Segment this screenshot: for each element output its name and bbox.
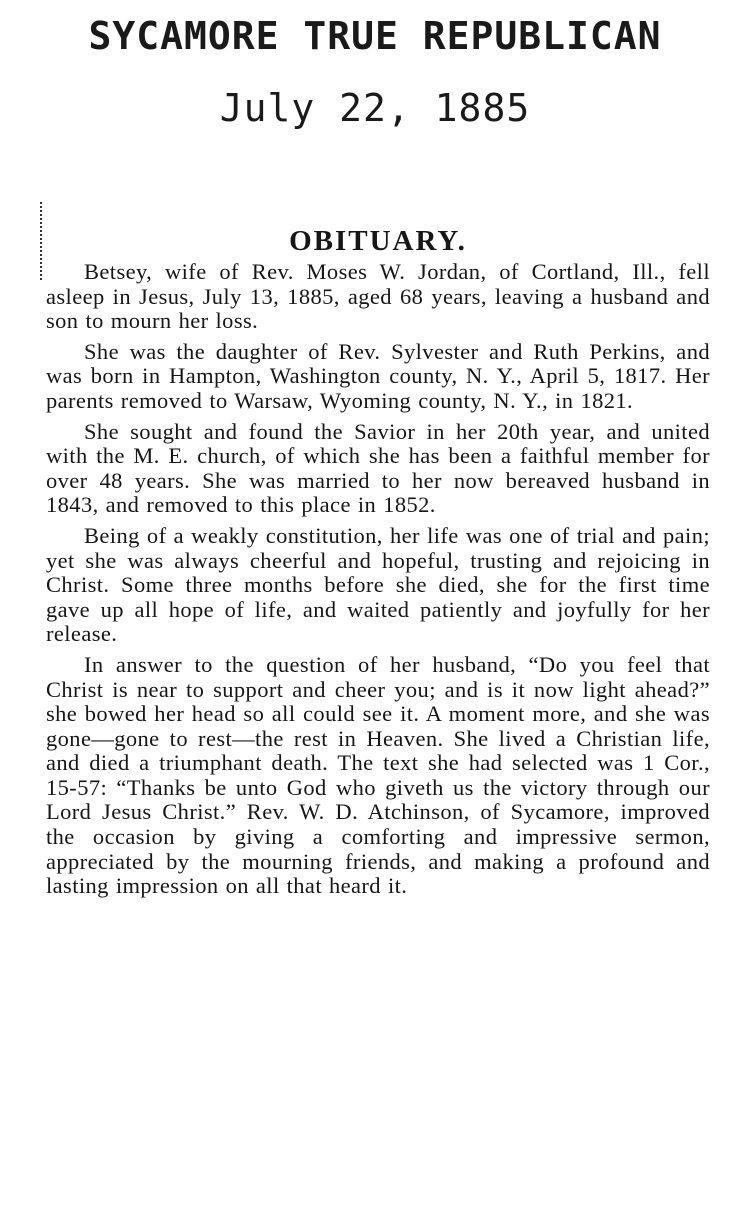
article-paragraph: Being of a weakly constitution, her life was one of trial and pain; yet she was always cheerful and hopeful, trusting and rejoicing in Christ. Some three months before she died, she for the first time gave up all hope of life, and waited patiently and joyfully for her release. [46, 522, 710, 647]
article-paragraph: Betsey, wife of Rev. Moses W. Jordan, of Cortland, Ill., fell asleep in Jesus, July 13, 1885, aged 68 years, leaving a husband and son to mourn her loss. [46, 259, 710, 334]
publication-date: July 22, 1885 [219, 86, 531, 130]
margin-mark [40, 202, 42, 280]
article-paragraph: In answer to the question of her husband, “Do you feel that Christ is near to support and cheer you; and is it now light ahead?” she bowed her head so all could see it. A moment more, and she was gone—gone to rest—the rest in Heaven. She lived a Christian life, and died a triumphant death. The text she had selected was 1 Cor., 15-57: “Thanks be unto God who giveth us the victory through our Lord Jesus Christ.” Rev. W. D. Atchinson, of Sycamore, improved the occasion by giving a comforting and impressive sermon, appreciated by the mourning friends, and making a profound and lasting impression on all that heard it. [46, 651, 710, 899]
newspaper-clipping [46, 220, 710, 1180]
article-paragraph: She sought and found the Savior in her 20th year, and united with the M. E. church, of which she has been a faithful member for over 48 years. She was married to her now bereaved husband in 1843, and removed to this place in 1852. [46, 418, 710, 518]
article-heading: OBITUARY. [289, 225, 467, 257]
article-paragraph: She was the daughter of Rev. Sylvester and Ruth Perkins, and was born in Hampton, Washington county, N. Y., April 5, 1817. Her parents removed to Warsaw, Wyoming county, N. Y., in 1821. [46, 338, 710, 413]
publication-title: SYCAMORE TRUE REPUBLICAN [88, 14, 662, 58]
